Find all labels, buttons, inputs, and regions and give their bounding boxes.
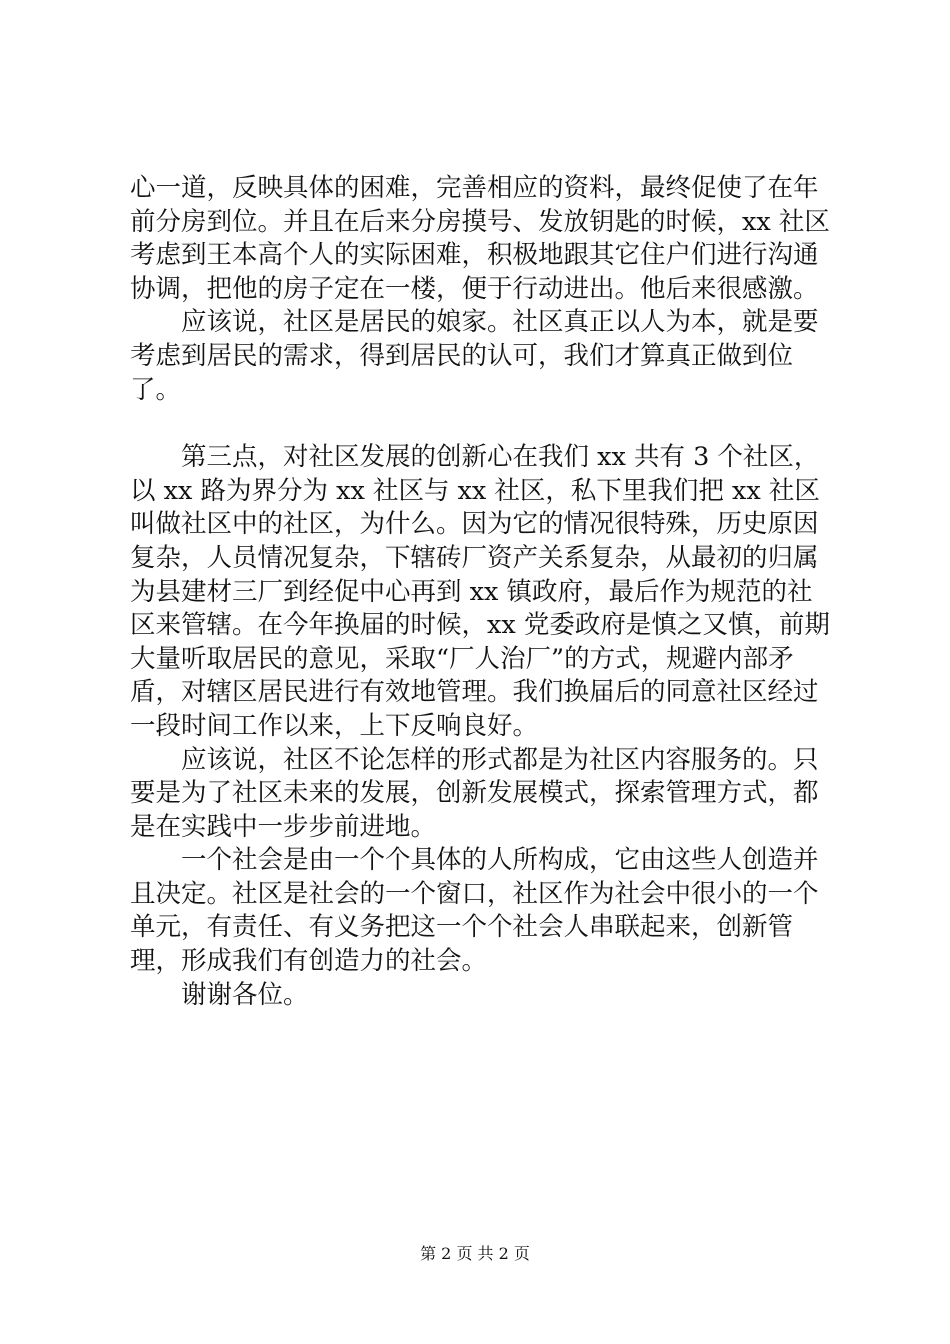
paragraph-thanks: 谢谢各位。 xyxy=(181,979,309,1010)
page-footer: 第 2 页 共 2 页 xyxy=(420,1244,530,1263)
paragraph-community-home: 应该说，社区是居民的娘家。社区真正以人为本，就是要考虑到居民的需求，得到居民的认可，我们才算真正做到位了。 xyxy=(130,307,819,405)
paragraph-continuation: 心一道，反映具体的困难，完善相应的资料，最终促使了在年前分房到位。并且在后来分房摸号、发放钥匙的时候，xx 社区考虑到王本高个人的实际困难，积极地跟其它住户们进行沟通协调，把他的房子定在一楼，便于行动进出。他后来很感激。 xyxy=(130,173,830,304)
document-body xyxy=(130,172,830,1012)
paragraph-spacer xyxy=(130,407,830,441)
paragraph-point-three: 第三点，对社区发展的创新心在我们 xx 共有 3 个社区，以 xx 路为界分为 xx 社区与 xx 社区，私下里我们把 xx 社区叫做社区中的社区，为什么。因为它的情况很特殊，历史原因复杂，人员情况复杂，下辖砖厂资产关系复杂，从最初的归属为县建材三厂到经促中心再到 xx 镇政府，最后作为规范的社区来管辖。在今年换届的时候，xx 党委政府是慎之又慎，前期大量听取居民的意见，采取“厂人治厂”的方式，规避内部矛盾，对辖区居民进行有效地管理。我们换届后的同意社区经过一段时间工作以来，上下反响良好。 xyxy=(130,442,830,741)
paragraph-community-form: 应该说，社区不论怎样的形式都是为社区内容服务的。只要是为了社区未来的发展，创新发展模式，探索管理方式，都是在实践中一步步前进地。 xyxy=(130,744,819,842)
paragraph-society: 一个社会是由一个个具体的人所构成，它由这些人创造并且决定。社区是社会的一个窗口，社区作为社会中很小的一个单元，有责任、有义务把这一个个社会人串联起来，创新管理，形成我们有创造力的社会。 xyxy=(130,845,819,977)
